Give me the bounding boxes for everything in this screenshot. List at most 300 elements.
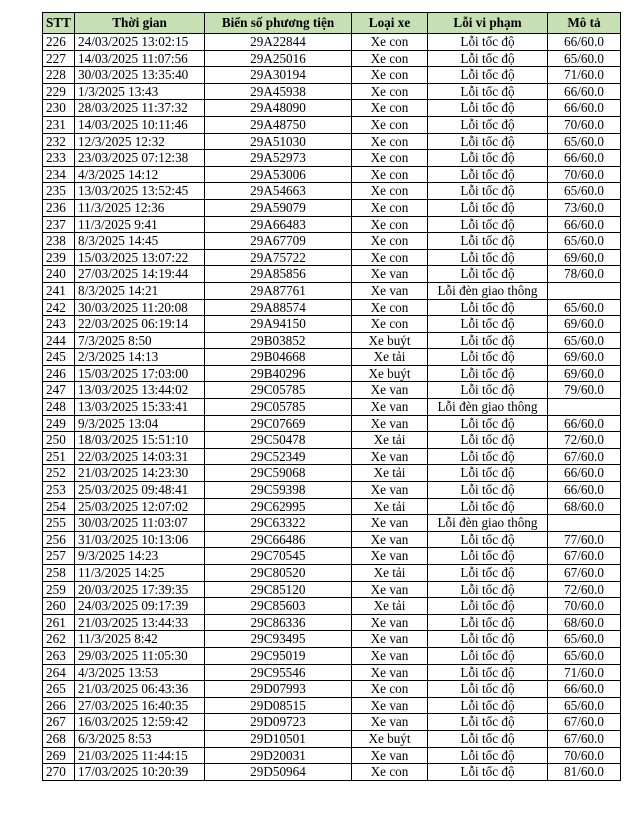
cell-stt: 247 [43,382,75,399]
cell-vehicle-type: Xe tải [352,432,428,449]
cell-violation: Lỗi tốc độ [428,465,548,482]
cell-plate: 29B40296 [205,365,352,382]
table-row [43,116,621,133]
table-row [43,747,621,764]
cell-violation: Lỗi tốc độ [428,448,548,465]
cell-vehicle-type: Xe con [352,681,428,698]
cell-time: 11/3/2025 9:41 [75,216,205,233]
cell-violation: Lỗi đèn giao thông [428,282,548,299]
cell-stt: 253 [43,482,75,499]
cell-violation: Lỗi tốc độ [428,199,548,216]
cell-stt: 241 [43,282,75,299]
cell-plate: 29A48090 [205,100,352,117]
table-row [43,515,621,532]
cell-stt: 248 [43,399,75,416]
cell-plate: 29A54663 [205,183,352,200]
cell-stt: 268 [43,730,75,747]
cell-stt: 242 [43,299,75,316]
cell-vehicle-type: Xe buýt [352,365,428,382]
cell-description: 65/60.0 [548,183,621,200]
cell-stt: 244 [43,332,75,349]
cell-vehicle-type: Xe van [352,266,428,283]
table-row [43,349,621,366]
table-row [43,730,621,747]
cell-violation: Lỗi tốc độ [428,565,548,582]
cell-violation: Lỗi tốc độ [428,249,548,266]
cell-vehicle-type: Xe con [352,100,428,117]
cell-time: 6/3/2025 8:53 [75,730,205,747]
table-row [43,67,621,84]
cell-description: 66/60.0 [548,100,621,117]
cell-stt: 239 [43,249,75,266]
cell-plate: 29C80520 [205,565,352,582]
cell-stt: 251 [43,448,75,465]
cell-description [548,399,621,416]
cell-violation: Lỗi tốc độ [428,233,548,250]
cell-plate: 29C85603 [205,598,352,615]
cell-plate: 29D10501 [205,730,352,747]
cell-description: 66/60.0 [548,150,621,167]
cell-plate: 29C70545 [205,548,352,565]
cell-vehicle-type: Xe tải [352,598,428,615]
cell-stt: 226 [43,34,75,51]
cell-vehicle-type: Xe van [352,697,428,714]
cell-stt: 243 [43,316,75,333]
cell-vehicle-type: Xe buýt [352,332,428,349]
table-row [43,216,621,233]
cell-violation: Lỗi tốc độ [428,100,548,117]
cell-time: 24/03/2025 09:17:39 [75,598,205,615]
table-row [43,183,621,200]
cell-vehicle-type: Xe con [352,316,428,333]
cell-description: 70/60.0 [548,598,621,615]
cell-plate: 29A88574 [205,299,352,316]
cell-description: 65/60.0 [548,697,621,714]
cell-description: 69/60.0 [548,349,621,366]
cell-stt: 258 [43,565,75,582]
cell-plate: 29D20031 [205,747,352,764]
cell-plate: 29B04668 [205,349,352,366]
cell-stt: 234 [43,166,75,183]
cell-violation: Lỗi tốc độ [428,664,548,681]
cell-violation: Lỗi tốc độ [428,764,548,781]
cell-plate: 29D50964 [205,764,352,781]
cell-time: 18/03/2025 15:51:10 [75,432,205,449]
cell-vehicle-type: Xe buýt [352,730,428,747]
cell-vehicle-type: Xe tải [352,498,428,515]
cell-plate: 29C05785 [205,399,352,416]
cell-plate: 29D07993 [205,681,352,698]
cell-description: 68/60.0 [548,498,621,515]
cell-vehicle-type: Xe con [352,183,428,200]
table-row [43,764,621,781]
cell-stt: 238 [43,233,75,250]
cell-stt: 229 [43,83,75,100]
cell-time: 12/3/2025 12:32 [75,133,205,150]
cell-stt: 230 [43,100,75,117]
cell-plate: 29A85856 [205,266,352,283]
cell-plate: 29B03852 [205,332,352,349]
cell-violation: Lỗi tốc độ [428,183,548,200]
cell-vehicle-type: Xe con [352,50,428,67]
cell-violation: Lỗi tốc độ [428,598,548,615]
cell-vehicle-type: Xe van [352,482,428,499]
table-row [43,714,621,731]
cell-vehicle-type: Xe con [352,249,428,266]
cell-plate: 29A75722 [205,249,352,266]
cell-violation: Lỗi đèn giao thông [428,399,548,416]
cell-description [548,515,621,532]
table-row [43,150,621,167]
cell-description: 72/60.0 [548,581,621,598]
cell-plate: 29A52973 [205,150,352,167]
cell-violation: Lỗi tốc độ [428,531,548,548]
header-violation: Lỗi vi phạm [428,13,548,34]
cell-stt: 269 [43,747,75,764]
cell-vehicle-type: Xe van [352,415,428,432]
cell-description: 71/60.0 [548,67,621,84]
cell-plate: 29C93495 [205,631,352,648]
table-row [43,382,621,399]
table-row [43,581,621,598]
cell-plate: 29C07669 [205,415,352,432]
cell-time: 24/03/2025 13:02:15 [75,34,205,51]
cell-violation: Lỗi tốc độ [428,581,548,598]
table-row [43,100,621,117]
cell-stt: 260 [43,598,75,615]
cell-violation: Lỗi tốc độ [428,747,548,764]
cell-violation: Lỗi tốc độ [428,548,548,565]
cell-plate: 29C86336 [205,614,352,631]
cell-time: 22/03/2025 14:03:31 [75,448,205,465]
cell-stt: 233 [43,150,75,167]
cell-time: 11/3/2025 14:25 [75,565,205,582]
cell-violation: Lỗi đèn giao thông [428,515,548,532]
cell-stt: 254 [43,498,75,515]
violations-table [42,12,621,781]
cell-time: 7/3/2025 8:50 [75,332,205,349]
cell-violation: Lỗi tốc độ [428,730,548,747]
header-stt: STT [43,13,75,34]
cell-description: 65/60.0 [548,299,621,316]
cell-vehicle-type: Xe van [352,448,428,465]
cell-vehicle-type: Xe van [352,581,428,598]
cell-vehicle-type: Xe con [352,116,428,133]
cell-plate: 29C50478 [205,432,352,449]
cell-violation: Lỗi tốc độ [428,365,548,382]
cell-violation: Lỗi tốc độ [428,34,548,51]
cell-vehicle-type: Xe con [352,216,428,233]
table-row [43,598,621,615]
cell-stt: 236 [43,199,75,216]
cell-time: 8/3/2025 14:21 [75,282,205,299]
cell-plate: 29C95546 [205,664,352,681]
cell-violation: Lỗi tốc độ [428,681,548,698]
table-row [43,282,621,299]
cell-time: 2/3/2025 14:13 [75,349,205,366]
cell-plate: 29A51030 [205,133,352,150]
cell-vehicle-type: Xe van [352,647,428,664]
cell-time: 25/03/2025 09:48:41 [75,482,205,499]
cell-plate: 29A45938 [205,83,352,100]
cell-description: 66/60.0 [548,34,621,51]
header-time: Thời gian [75,13,205,34]
cell-time: 21/03/2025 14:23:30 [75,465,205,482]
table-row [43,531,621,548]
table-row [43,664,621,681]
cell-vehicle-type: Xe van [352,747,428,764]
cell-vehicle-type: Xe con [352,67,428,84]
cell-time: 1/3/2025 13:43 [75,83,205,100]
header-row [43,13,621,34]
cell-time: 9/3/2025 14:23 [75,548,205,565]
cell-violation: Lỗi tốc độ [428,415,548,432]
cell-vehicle-type: Xe tải [352,349,428,366]
header-plate: Biển số phương tiện [205,13,352,34]
cell-vehicle-type: Xe van [352,282,428,299]
table-row [43,233,621,250]
cell-description: 69/60.0 [548,316,621,333]
cell-description: 65/60.0 [548,631,621,648]
cell-stt: 265 [43,681,75,698]
cell-vehicle-type: Xe con [352,166,428,183]
cell-violation: Lỗi tốc độ [428,382,548,399]
cell-description: 67/60.0 [548,548,621,565]
header-vehicle-type: Loại xe [352,13,428,34]
cell-plate: 29A67709 [205,233,352,250]
cell-violation: Lỗi tốc độ [428,50,548,67]
cell-vehicle-type: Xe con [352,83,428,100]
cell-description: 66/60.0 [548,216,621,233]
cell-vehicle-type: Xe van [352,531,428,548]
cell-description: 67/60.0 [548,565,621,582]
table-row [43,415,621,432]
cell-plate: 29D09723 [205,714,352,731]
table-row [43,34,621,51]
cell-plate: 29A87761 [205,282,352,299]
cell-stt: 240 [43,266,75,283]
cell-plate: 29C59068 [205,465,352,482]
table-row [43,316,621,333]
table-row [43,266,621,283]
cell-time: 31/03/2025 10:13:06 [75,531,205,548]
cell-violation: Lỗi tốc độ [428,614,548,631]
cell-stt: 263 [43,647,75,664]
cell-stt: 262 [43,631,75,648]
cell-time: 17/03/2025 10:20:39 [75,764,205,781]
table-row [43,465,621,482]
cell-description: 65/60.0 [548,133,621,150]
cell-time: 4/3/2025 13:53 [75,664,205,681]
cell-description: 67/60.0 [548,730,621,747]
cell-violation: Lỗi tốc độ [428,432,548,449]
cell-description: 66/60.0 [548,83,621,100]
table-row [43,199,621,216]
cell-stt: 235 [43,183,75,200]
cell-violation: Lỗi tốc độ [428,116,548,133]
cell-vehicle-type: Xe con [352,150,428,167]
cell-description: 65/60.0 [548,647,621,664]
cell-stt: 232 [43,133,75,150]
table-row [43,332,621,349]
cell-plate: 29A48750 [205,116,352,133]
cell-violation: Lỗi tốc độ [428,647,548,664]
cell-description: 67/60.0 [548,448,621,465]
cell-description: 78/60.0 [548,266,621,283]
cell-description: 68/60.0 [548,614,621,631]
cell-time: 8/3/2025 14:45 [75,233,205,250]
cell-stt: 252 [43,465,75,482]
cell-time: 13/03/2025 15:33:41 [75,399,205,416]
cell-stt: 237 [43,216,75,233]
cell-stt: 231 [43,116,75,133]
cell-violation: Lỗi tốc độ [428,67,548,84]
cell-time: 28/03/2025 11:37:32 [75,100,205,117]
cell-description: 65/60.0 [548,233,621,250]
cell-time: 13/03/2025 13:52:45 [75,183,205,200]
cell-plate: 29A94150 [205,316,352,333]
cell-stt: 255 [43,515,75,532]
cell-description: 65/60.0 [548,50,621,67]
cell-vehicle-type: Xe con [352,299,428,316]
cell-plate: 29C95019 [205,647,352,664]
cell-stt: 261 [43,614,75,631]
cell-vehicle-type: Xe con [352,34,428,51]
cell-violation: Lỗi tốc độ [428,714,548,731]
table-row [43,498,621,515]
cell-vehicle-type: Xe van [352,614,428,631]
cell-description: 69/60.0 [548,365,621,382]
cell-time: 30/03/2025 13:35:40 [75,67,205,84]
cell-stt: 264 [43,664,75,681]
cell-violation: Lỗi tốc độ [428,83,548,100]
cell-description: 67/60.0 [548,714,621,731]
table-row [43,548,621,565]
cell-time: 13/03/2025 13:44:02 [75,382,205,399]
cell-description: 65/60.0 [548,332,621,349]
cell-description: 81/60.0 [548,764,621,781]
cell-description [548,282,621,299]
cell-time: 21/03/2025 11:44:15 [75,747,205,764]
cell-time: 14/03/2025 11:07:56 [75,50,205,67]
cell-time: 21/03/2025 13:44:33 [75,614,205,631]
cell-stt: 266 [43,697,75,714]
cell-plate: 29A25016 [205,50,352,67]
cell-time: 11/3/2025 12:36 [75,199,205,216]
table-row [43,249,621,266]
cell-time: 27/03/2025 16:40:35 [75,697,205,714]
cell-violation: Lỗi tốc độ [428,266,548,283]
cell-time: 30/03/2025 11:03:07 [75,515,205,532]
cell-vehicle-type: Xe con [352,233,428,250]
cell-violation: Lỗi tốc độ [428,166,548,183]
cell-plate: 29D08515 [205,697,352,714]
cell-description: 70/60.0 [548,116,621,133]
cell-description: 73/60.0 [548,199,621,216]
cell-stt: 227 [43,50,75,67]
cell-time: 15/03/2025 17:03:00 [75,365,205,382]
cell-plate: 29C62995 [205,498,352,515]
table-row [43,365,621,382]
cell-plate: 29C52349 [205,448,352,465]
cell-plate: 29C85120 [205,581,352,598]
cell-time: 4/3/2025 14:12 [75,166,205,183]
cell-violation: Lỗi tốc độ [428,482,548,499]
cell-plate: 29A53006 [205,166,352,183]
cell-plate: 29C59398 [205,482,352,499]
cell-description: 66/60.0 [548,681,621,698]
table-row [43,448,621,465]
cell-description: 72/60.0 [548,432,621,449]
cell-violation: Lỗi tốc độ [428,631,548,648]
cell-time: 9/3/2025 13:04 [75,415,205,432]
cell-time: 22/03/2025 06:19:14 [75,316,205,333]
cell-vehicle-type: Xe van [352,714,428,731]
cell-plate: 29A66483 [205,216,352,233]
cell-plate: 29C66486 [205,531,352,548]
cell-description: 71/60.0 [548,664,621,681]
cell-description: 69/60.0 [548,249,621,266]
table-row [43,681,621,698]
cell-description: 66/60.0 [548,465,621,482]
cell-stt: 228 [43,67,75,84]
table-row [43,399,621,416]
cell-stt: 250 [43,432,75,449]
table-row [43,565,621,582]
cell-stt: 249 [43,415,75,432]
cell-vehicle-type: Xe van [352,631,428,648]
cell-stt: 256 [43,531,75,548]
cell-violation: Lỗi tốc độ [428,697,548,714]
cell-description: 70/60.0 [548,166,621,183]
cell-violation: Lỗi tốc độ [428,332,548,349]
cell-vehicle-type: Xe con [352,764,428,781]
cell-description: 70/60.0 [548,747,621,764]
cell-plate: 29C63322 [205,515,352,532]
cell-vehicle-type: Xe van [352,515,428,532]
cell-time: 15/03/2025 13:07:22 [75,249,205,266]
cell-violation: Lỗi tốc độ [428,316,548,333]
table-row [43,133,621,150]
cell-description: 66/60.0 [548,482,621,499]
cell-stt: 267 [43,714,75,731]
table-row [43,299,621,316]
cell-time: 11/3/2025 8:42 [75,631,205,648]
cell-vehicle-type: Xe tải [352,565,428,582]
cell-description: 79/60.0 [548,382,621,399]
cell-violation: Lỗi tốc độ [428,299,548,316]
cell-stt: 257 [43,548,75,565]
cell-vehicle-type: Xe van [352,664,428,681]
cell-stt: 259 [43,581,75,598]
cell-violation: Lỗi tốc độ [428,133,548,150]
table-row [43,482,621,499]
cell-plate: 29A59079 [205,199,352,216]
table-row [43,614,621,631]
table-row [43,647,621,664]
cell-time: 20/03/2025 17:39:35 [75,581,205,598]
table-row [43,50,621,67]
cell-time: 25/03/2025 12:07:02 [75,498,205,515]
cell-plate: 29A22844 [205,34,352,51]
cell-plate: 29A30194 [205,67,352,84]
cell-violation: Lỗi tốc độ [428,216,548,233]
cell-vehicle-type: Xe van [352,399,428,416]
cell-vehicle-type: Xe con [352,199,428,216]
cell-plate: 29C05785 [205,382,352,399]
cell-vehicle-type: Xe con [352,133,428,150]
cell-time: 23/03/2025 07:12:38 [75,150,205,167]
